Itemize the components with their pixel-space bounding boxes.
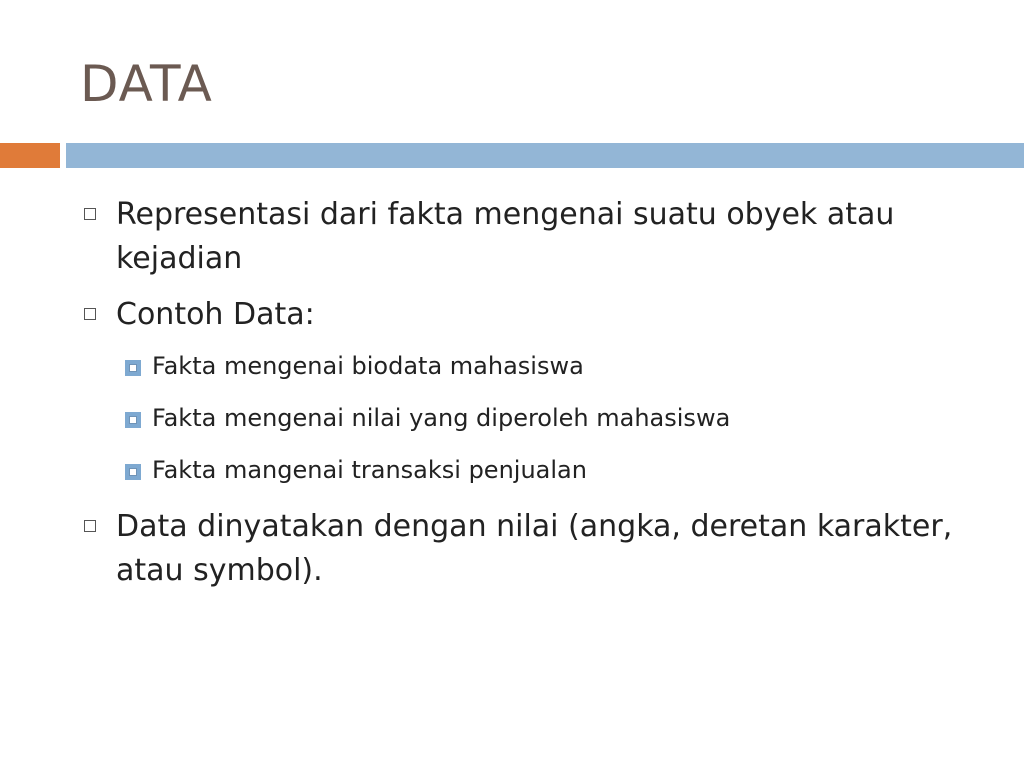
bullet-text: Data dinyatakan dengan nilai (angka, deretan karakter, atau symbol). — [116, 509, 953, 588]
slide-title: DATA — [80, 55, 213, 113]
sub-bullet-list — [80, 349, 980, 487]
bullet-text: Contoh Data: — [116, 297, 315, 332]
title-accent-blue-bar — [66, 143, 1024, 168]
sub-bullet-item — [80, 453, 980, 487]
bullet-item — [80, 293, 980, 337]
blue-square-bullet-icon — [125, 464, 141, 480]
blue-square-bullet-icon — [125, 412, 141, 428]
bullet-item — [80, 193, 980, 281]
sub-bullet-text: Fakta mangenai transaksi penjualan — [152, 456, 587, 484]
hollow-square-bullet-icon — [84, 520, 96, 532]
sub-bullet-text: Fakta mengenai biodata mahasiswa — [152, 352, 584, 380]
bullet-text: Representasi dari fakta mengenai suatu obyek atau kejadian — [116, 197, 895, 276]
slide-content — [80, 193, 980, 605]
sub-bullet-item — [80, 349, 980, 383]
sub-bullet-text: Fakta mengenai nilai yang diperoleh mahasiswa — [152, 404, 731, 432]
sub-bullet-item — [80, 401, 980, 435]
hollow-square-bullet-icon — [84, 208, 96, 220]
title-accent-orange-bar — [0, 143, 60, 168]
bullet-item — [80, 505, 980, 593]
hollow-square-bullet-icon — [84, 308, 96, 320]
blue-square-bullet-icon — [125, 360, 141, 376]
